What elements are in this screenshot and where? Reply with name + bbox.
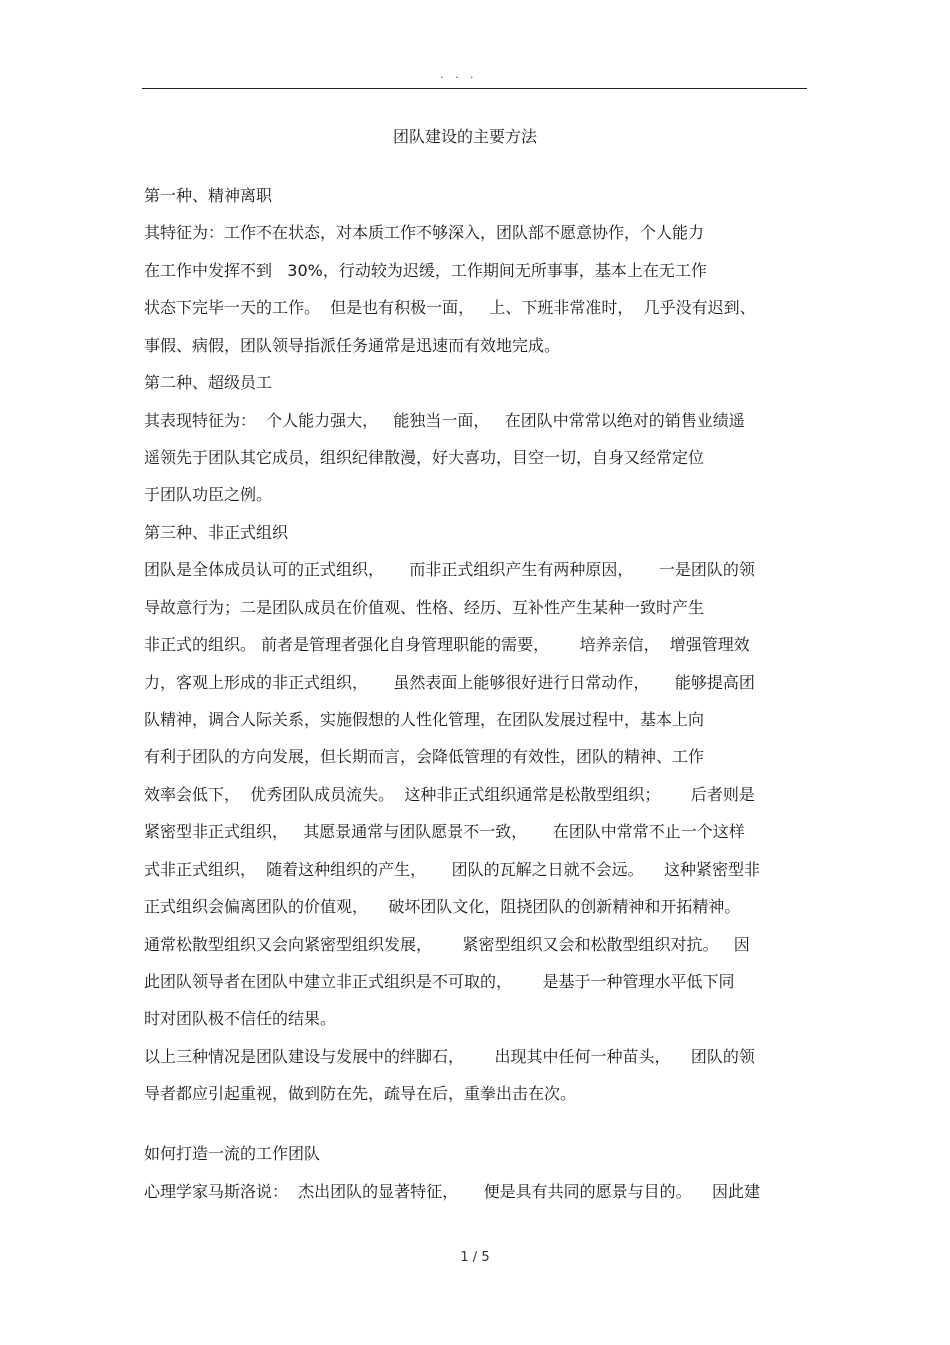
paragraph-line: 团队是全体成员认可的正式组织， 而非正式组织产生有两种原因， 一是团队的领 — [144, 560, 755, 579]
paragraph-line: 效率会低下， 优秀团队成员流失。 这种非正式组织通常是松散型组织； 后者则是 — [144, 785, 755, 804]
paragraph-line: 心理学家马斯洛说： 杰出团队的显著特征， 便是具有共同的愿景与目的。 因此建 — [144, 1182, 760, 1201]
paragraph-line: 队精神，调合人际关系，实施假想的人性化管理，在团队发展过程中，基本上向 — [144, 710, 705, 729]
paragraph-line: 事假、病假，团队领导指派任务通常是迅速而有效地完成。 — [144, 336, 561, 355]
header-marks: . . . — [440, 68, 478, 81]
paragraph-line: 以上三种情况是团队建设与发展中的绊脚石， 出现其中任何一种苗头， 团队的领 — [144, 1047, 755, 1066]
paragraph-line: 此团队领导者在团队中建立非正式组织是不可取的， 是基于一种管理水平低下同 — [144, 972, 735, 991]
paragraph-line: 通常松散型组织又会向紧密型组织发展， 紧密型组织又会和松散型组织对抗。 因 — [144, 935, 750, 954]
paragraph-line: 正式组织会偏离团队的价值观， 破坏团队文化，阻挠团队的创新精神和开拓精神。 — [144, 897, 741, 916]
paragraph-line: 导者都应引起重视，做到防在先，疏导在后，重拳出击在次。 — [144, 1084, 577, 1103]
paragraph-line: 其特征为：工作不在状态，对本质工作不够深入，团队部不愿意协作，个人能力 — [144, 223, 705, 242]
page-number: 1 / 5 — [460, 1250, 490, 1265]
paragraph-line: 在工作中发挥不到 30%，行动较为迟缓，工作期间无所事事，基本上在无工作 — [144, 261, 707, 280]
paragraph-line: 导故意行为；二是团队成员在价值观、性格、经历、互补性产生某种一致时产生 — [144, 598, 705, 617]
paragraph-line: 状态下完毕一天的工作。 但是也有积极一面， 上、下班非常准时， 几乎没有迟到、 — [144, 298, 756, 317]
section-heading-1: 第一种、精神离职 — [144, 186, 273, 205]
paragraph-line: 于团队功臣之例。 — [144, 485, 273, 504]
section-heading-2: 第二种、超级员工 — [144, 373, 273, 392]
paragraph-line: 式非正式组织， 随着这种组织的产生， 团队的瓦解之日就不会远。 这种紧密型非 — [144, 860, 760, 879]
paragraph-line: 力，客观上形成的非正式组织， 虽然表面上能够很好进行日常动作， 能够提高团 — [144, 673, 755, 692]
paragraph-line: 紧密型非正式组织， 其愿景通常与团队愿景不一致， 在团队中常常不止一个这样 — [144, 822, 745, 841]
paragraph-line: 时对团队极不信任的结果。 — [144, 1009, 337, 1028]
header-rule — [142, 88, 807, 89]
paragraph-line: 非正式的组织。 前者是管理者强化自身管理职能的需要， 培养亲信， 增强管理效 — [144, 635, 750, 654]
document-title: 团队建设的主要方法 — [392, 127, 537, 146]
section-heading-4: 如何打造一流的工作团队 — [144, 1144, 321, 1163]
section-heading-3: 第三种、非正式组织 — [144, 523, 289, 542]
paragraph-line: 其表现特征为： 个人能力强大， 能独当一面， 在团队中常常以绝对的销售业绩遥 — [144, 411, 745, 430]
paragraph-line: 遥领先于团队其它成员，组织纪律散漫，好大喜功，目空一切，自身又经常定位 — [144, 448, 705, 467]
paragraph-line: 有利于团队的方向发展，但长期而言，会降低管理的有效性，团队的精神、工作 — [144, 747, 705, 766]
